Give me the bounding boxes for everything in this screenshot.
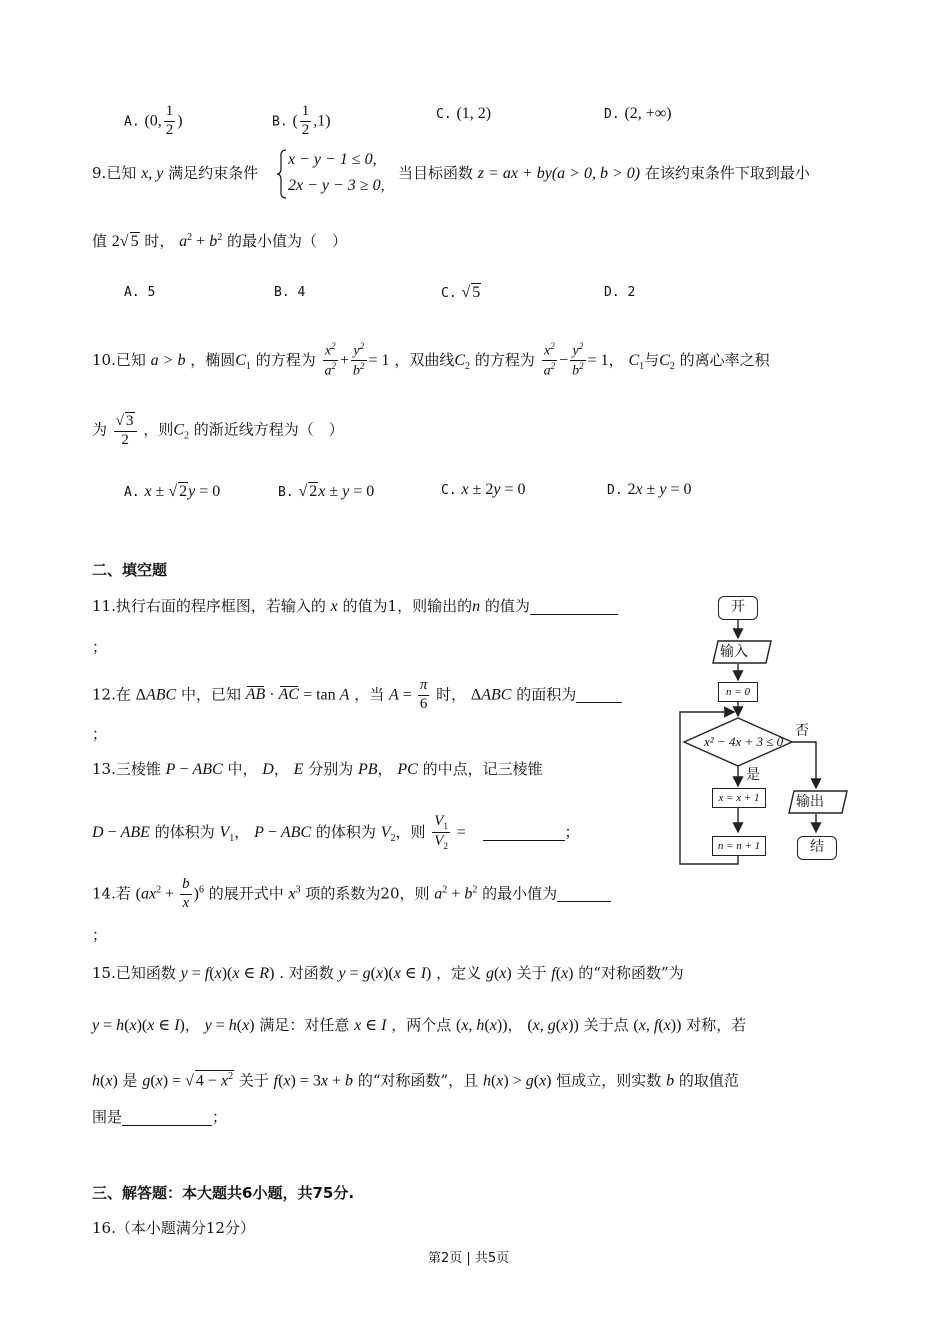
q10-option-c: C. x ± 2y = 0 xyxy=(441,481,526,498)
flowchart-end: 结 xyxy=(797,836,837,860)
q10-line2: 为 $\frac{√ 3}{2}$ ，则$C_2$ 的渐近线方程为（ ） xyxy=(92,413,344,448)
q8-option-c: C. (1, 2) xyxy=(436,105,492,122)
flowchart-condition: x² − 4x + 3 ≤ 0 xyxy=(704,734,784,749)
flowchart-no-label: 否 xyxy=(795,723,809,739)
q9-line2: 值 2√ 5 时， $a^2 + b^2$ 的最小值为（ ） xyxy=(92,232,347,250)
q11-tail: ； xyxy=(92,638,108,656)
q10-line1: 10.已知 a > b ，椭圆$C_1$ 的方程为 $\frac{x^2}{a^2}$ + $\frac{y^2}{b^2}$ = 1 ，双曲线$C_2$ 的方程为 $\frac{x^2}{a^2}$ − $\frac{y^2}{b^2}$ = 1， $C_1$与$C_2$ 的离心率之积 xyxy=(92,341,770,379)
q11-line1: 11.执行右面的程序框图，若输入的 x 的值为1，则输出的n 的值为 xyxy=(92,599,618,615)
q8-option-d: D. (2, +∞) xyxy=(604,105,672,122)
q9-option-d: D. 2 xyxy=(604,285,636,300)
q13-line2: D − ABE 的体积为 $V_1$， P − ABC 的体积为 $V_2$，则 $\frac{V_1}{V_2}$ = ； xyxy=(92,813,580,852)
q9-option-b: B. 4 xyxy=(274,285,306,300)
q13-line1: 13.三棱锥 P − ABC 中， D， E 分别为 PB， PC 的中点，记三棱锥 xyxy=(92,760,543,778)
answer-blank xyxy=(483,825,565,841)
flowchart-output: 输出 xyxy=(788,790,848,814)
q9-line1-cont: 当目标函数 z = ax + by(a > 0, b > 0) 在该约束条件下取到最小 xyxy=(398,164,810,182)
answer-blank xyxy=(576,687,622,703)
flowchart-init: n = 0 xyxy=(718,682,758,702)
section-answer-title: 三、解答题：本大题共6小题，共75分. xyxy=(92,1184,355,1202)
page-footer: 第2页 | 共5页 xyxy=(428,1251,510,1266)
q15-line3: h(x) 是 g(x) = √ $4 - x^2$ 关于 f(x) = 3x + b 的“对称函数”，且 h(x) > g(x) 恒成立，则实数 b 的取值范 xyxy=(92,1071,739,1090)
answer-blank xyxy=(530,599,618,615)
q14-tail: ； xyxy=(92,926,108,944)
q10-option-b: B. √ 2x ± y = 0 xyxy=(278,483,375,500)
q10-option-a: A. x ± √ 2y = 0 xyxy=(124,483,221,500)
q8-option-a: A. (0, $\frac{1}{2}$ ) xyxy=(124,103,183,138)
flowchart-step-n: n = n + 1 xyxy=(712,836,766,856)
q15-line1: 15.已知函数 y = f(x)(x ∈ R) . 对函数 y = g(x)(x ∈ I) ，定义 g(x) 关于 f(x) 的“对称函数”为 xyxy=(92,964,684,982)
q14-line1: 14.若 ($ax^2$ + $\frac{b}{x}$ )$^6$ 的展开式中 $x^3$ 项的系数为20，则 $a^2 + b^2$ 的最小值为 xyxy=(92,877,611,912)
flowchart-connectors xyxy=(676,592,866,872)
q15-line4: 围是 ； xyxy=(92,1108,228,1126)
q16-title: 16.（本小题满分12分） xyxy=(92,1219,255,1237)
answer-blank xyxy=(122,1110,212,1126)
q12-line1: 12.在 ΔABC 中，已知 AB · AC = tan A ，当 A = $\frac{\pi}{6}$ 时， ΔABC 的面积为 xyxy=(92,678,622,713)
q9-option-c: C. √ 5 xyxy=(441,284,481,301)
q12-tail: ； xyxy=(92,725,108,743)
q9-constraint-system: x − y − 1 ≤ 0, 2x − y − 3 ≥ 0, xyxy=(276,148,396,200)
left-brace-icon xyxy=(276,148,288,200)
q8-option-b: B. ( $\frac{1}{2}$ ,1) xyxy=(272,103,331,138)
flowchart-start: 开 xyxy=(718,596,758,620)
q9-line1: 9.已知 x, y 满足约束条件 xyxy=(92,164,259,182)
q10-option-d: D. 2x ± y = 0 xyxy=(607,481,692,498)
answer-blank xyxy=(557,886,611,902)
q15-line2: y = h(x)(x ∈ I)， y = h(x) 满足：对任意 x ∈ I ，两个点 (x, h(x))， (x, g(x)) 关于点 (x, f(x)) 对称，若 xyxy=(92,1016,747,1034)
flowchart-step-x: x = x + 1 xyxy=(712,788,766,808)
section-fill-in-title: 二、填空题 xyxy=(92,561,168,579)
flowchart-yes-label: 是 xyxy=(746,767,760,783)
flowchart-input: 输入 xyxy=(712,640,772,664)
flowchart xyxy=(676,592,866,872)
q9-option-a: A. 5 xyxy=(124,285,156,300)
